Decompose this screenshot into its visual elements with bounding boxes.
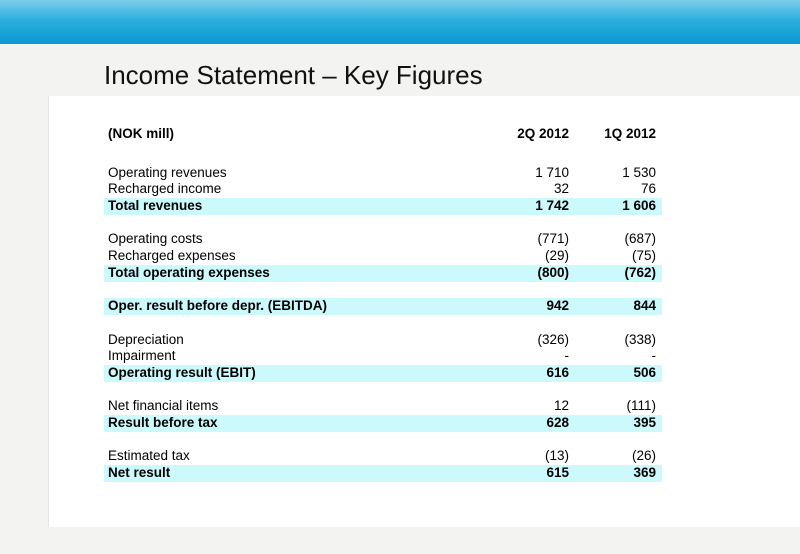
column-header-2q-2012: 2Q 2012 <box>517 126 569 141</box>
table-header-row <box>104 120 662 148</box>
row-label: Result before tax <box>108 415 218 430</box>
row-label: Total operating expenses <box>108 264 270 280</box>
row-total-revenues <box>104 198 662 215</box>
row-estimated-tax <box>104 448 662 465</box>
value-1q: 1 530 <box>622 164 656 180</box>
value-1q: (687) <box>624 231 656 247</box>
row-depreciation <box>104 332 662 349</box>
value-2q: 1 742 <box>535 198 569 214</box>
value-1q: (75) <box>631 248 656 264</box>
row-label: Impairment <box>108 348 176 364</box>
value-2q: 628 <box>546 415 569 430</box>
unit-label: (NOK mill) <box>108 126 174 141</box>
row-label: Oper. result before depr. (EBITDA) <box>108 298 328 314</box>
column-header-1q-2012: 1Q 2012 <box>604 126 656 141</box>
row-total-operating-expenses <box>104 265 662 282</box>
value-1q: - <box>651 348 656 364</box>
value-2q: 12 <box>553 398 569 414</box>
row-net-financial-items <box>104 398 662 415</box>
value-2q: (29) <box>544 248 569 264</box>
row-label: Recharged income <box>108 181 222 197</box>
income-statement-table <box>104 120 662 482</box>
row-label: Total revenues <box>108 198 203 214</box>
left-margin-strip <box>0 96 49 554</box>
value-1q: 1 606 <box>622 198 656 214</box>
slide-title: Income Statement – Key Figures <box>104 60 483 90</box>
value-2q: 1 710 <box>535 164 569 180</box>
row-label: Operating result (EBIT) <box>108 364 256 380</box>
bottom-band <box>0 527 800 554</box>
value-1q: (26) <box>631 448 656 464</box>
value-2q: 32 <box>553 181 569 197</box>
row-operating-costs <box>104 231 662 248</box>
row-ebitda <box>104 298 662 315</box>
value-1q: (762) <box>624 264 656 280</box>
value-1q: 395 <box>633 415 656 430</box>
value-2q: (771) <box>537 231 569 247</box>
value-1q: 369 <box>633 465 656 481</box>
row-recharged-income <box>104 181 662 198</box>
value-1q: (111) <box>626 398 656 414</box>
value-2q: (800) <box>537 264 569 280</box>
row-label: Operating revenues <box>108 164 227 180</box>
row-label: Net result <box>108 465 171 481</box>
row-label: Depreciation <box>108 331 184 347</box>
row-recharged-expenses <box>104 248 662 265</box>
top-banner <box>0 0 800 44</box>
value-1q: 844 <box>633 298 656 314</box>
row-result-before-tax <box>104 415 662 432</box>
row-operating-revenues <box>104 165 662 182</box>
row-net-result <box>104 465 662 482</box>
value-2q: (13) <box>544 448 569 464</box>
row-operating-result-ebit <box>104 365 662 382</box>
value-1q: 76 <box>640 181 656 197</box>
value-1q: 506 <box>633 364 656 380</box>
row-label: Operating costs <box>108 231 203 247</box>
value-2q: 942 <box>546 298 569 314</box>
row-label: Estimated tax <box>108 448 190 464</box>
value-2q: 616 <box>546 364 569 380</box>
row-label: Recharged expenses <box>108 248 236 264</box>
value-2q: (326) <box>537 331 569 347</box>
row-impairment <box>104 348 662 365</box>
value-1q: (338) <box>624 331 656 347</box>
row-label: Net financial items <box>108 398 219 414</box>
value-2q: 615 <box>546 465 569 481</box>
value-2q: - <box>564 348 569 364</box>
